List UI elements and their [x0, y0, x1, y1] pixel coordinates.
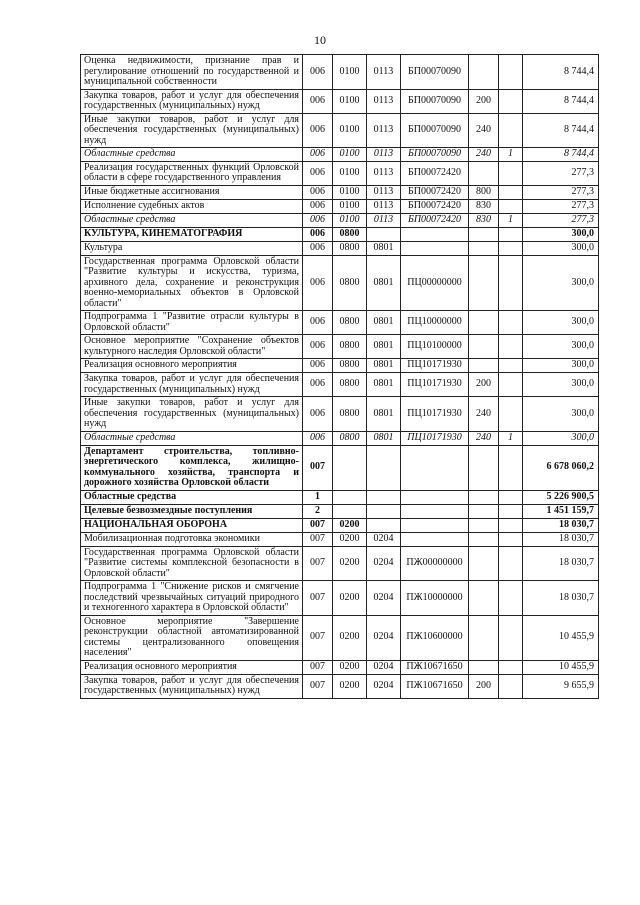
row-target-article: ПЦ10171930 [401, 373, 469, 397]
row-ved-code: 006 [303, 161, 333, 185]
row-name: Департамент строительства, топливно-энергетического комплекса, жилищно-коммунального хозяйства, транспорта и дорожного хозяйства Орловской области [81, 445, 303, 490]
row-ved-code: 006 [303, 213, 333, 227]
row-amount: 300,0 [523, 311, 599, 335]
row-funding-source [499, 255, 523, 311]
row-section-code: 0800 [333, 241, 367, 255]
row-name: Целевые безвозмездные поступления [81, 504, 303, 518]
row-expense-type: 200 [469, 373, 499, 397]
row-target-article [401, 504, 469, 518]
row-funding-source [499, 311, 523, 335]
row-amount: 18 030,7 [523, 546, 599, 581]
row-target-article: ПЦ10171930 [401, 359, 469, 373]
row-ved-code: 007 [303, 518, 333, 532]
row-name: Подпрограмма 1 "Развитие отрасли культуры в Орловской области" [81, 311, 303, 335]
row-funding-source [499, 113, 523, 148]
row-subsection-code: 0113 [367, 185, 401, 199]
row-ved-code: 006 [303, 199, 333, 213]
row-expense-type [469, 445, 499, 490]
row-expense-type [469, 55, 499, 90]
row-section-code: 0800 [333, 397, 367, 432]
row-target-article: ПЖ10000000 [401, 581, 469, 616]
row-subsection-code [367, 445, 401, 490]
row-subsection-code: 0113 [367, 89, 401, 113]
row-expense-type [469, 581, 499, 616]
row-funding-source: 1 [499, 431, 523, 445]
table-row [81, 581, 599, 616]
row-target-article: БП00072420 [401, 213, 469, 227]
row-expense-type: 240 [469, 148, 499, 162]
table-row [81, 445, 599, 490]
row-target-article [401, 445, 469, 490]
table-row [81, 55, 599, 90]
row-amount: 1 451 159,7 [523, 504, 599, 518]
row-name: Закупка товаров, работ и услуг для обеспечения государственных (муниципальных) нужд [81, 89, 303, 113]
row-target-article: ПЦ10171930 [401, 397, 469, 432]
page-number: 10 [314, 33, 326, 47]
row-ved-code: 007 [303, 581, 333, 616]
row-section-code: 0100 [333, 148, 367, 162]
row-subsection-code: 0801 [367, 335, 401, 359]
row-subsection-code [367, 490, 401, 504]
row-name: Иные закупки товаров, работ и услуг для обеспечения государственных (муниципальных) нужд [81, 397, 303, 432]
row-amount: 277,3 [523, 199, 599, 213]
row-funding-source [499, 199, 523, 213]
row-funding-source: 1 [499, 148, 523, 162]
table-row [81, 335, 599, 359]
row-funding-source [499, 518, 523, 532]
row-funding-source [499, 359, 523, 373]
row-name: Реализация основного мероприятия [81, 660, 303, 674]
row-expense-type [469, 161, 499, 185]
table-row [81, 89, 599, 113]
row-section-code: 0100 [333, 55, 367, 90]
row-amount: 300,0 [523, 373, 599, 397]
table-row [81, 546, 599, 581]
row-target-article [401, 532, 469, 546]
row-expense-type [469, 546, 499, 581]
table-row [81, 113, 599, 148]
row-amount: 18 030,7 [523, 581, 599, 616]
row-subsection-code: 0113 [367, 161, 401, 185]
row-ved-code: 006 [303, 431, 333, 445]
row-ved-code: 006 [303, 359, 333, 373]
row-amount: 8 744,4 [523, 55, 599, 90]
row-ved-code: 007 [303, 660, 333, 674]
row-target-article: ПЦ10000000 [401, 311, 469, 335]
row-funding-source [499, 227, 523, 241]
row-expense-type [469, 241, 499, 255]
row-funding-source [499, 335, 523, 359]
table-row [81, 660, 599, 674]
row-amount: 6 678 060,2 [523, 445, 599, 490]
row-section-code: 0200 [333, 518, 367, 532]
row-target-article: ПЦ10171930 [401, 431, 469, 445]
row-ved-code: 006 [303, 397, 333, 432]
table-row [81, 199, 599, 213]
row-ved-code: 007 [303, 615, 333, 660]
row-ved-code: 2 [303, 504, 333, 518]
row-subsection-code: 0113 [367, 113, 401, 148]
row-name: Основное мероприятие "Сохранение объектов культурного наследия Орловской области" [81, 335, 303, 359]
row-section-code [333, 490, 367, 504]
row-name: Основное мероприятие "Завершение реконструкции областной автоматизированной системы централизованного оповещения населения" [81, 615, 303, 660]
row-subsection-code: 0204 [367, 674, 401, 698]
row-expense-type [469, 660, 499, 674]
row-amount: 300,0 [523, 335, 599, 359]
row-section-code: 0100 [333, 89, 367, 113]
row-ved-code: 006 [303, 241, 333, 255]
table-row [81, 504, 599, 518]
table-row [81, 674, 599, 698]
row-subsection-code [367, 227, 401, 241]
row-expense-type: 200 [469, 89, 499, 113]
row-section-code: 0200 [333, 532, 367, 546]
row-target-article: БП00070090 [401, 89, 469, 113]
row-name: НАЦИОНАЛЬНАЯ ОБОРОНА [81, 518, 303, 532]
row-amount: 300,0 [523, 227, 599, 241]
row-subsection-code: 0801 [367, 311, 401, 335]
row-subsection-code [367, 504, 401, 518]
row-amount: 10 455,9 [523, 615, 599, 660]
row-section-code: 0100 [333, 213, 367, 227]
row-amount: 5 226 900,5 [523, 490, 599, 504]
row-ved-code: 006 [303, 148, 333, 162]
row-ved-code: 006 [303, 89, 333, 113]
row-subsection-code: 0204 [367, 615, 401, 660]
row-section-code: 0100 [333, 185, 367, 199]
row-name: Реализация основного мероприятия [81, 359, 303, 373]
row-expense-type: 800 [469, 185, 499, 199]
table-row [81, 185, 599, 199]
row-ved-code: 006 [303, 113, 333, 148]
row-amount: 300,0 [523, 397, 599, 432]
row-name: Областные средства [81, 148, 303, 162]
row-funding-source [499, 660, 523, 674]
table-row [81, 213, 599, 227]
table-row [81, 532, 599, 546]
row-name: Иные закупки товаров, работ и услуг для обеспечения государственных (муниципальных) нужд [81, 113, 303, 148]
table-row [81, 148, 599, 162]
row-section-code: 0200 [333, 546, 367, 581]
row-expense-type [469, 311, 499, 335]
row-name: Культура [81, 241, 303, 255]
row-funding-source [499, 397, 523, 432]
table-row [81, 397, 599, 432]
row-subsection-code: 0113 [367, 213, 401, 227]
row-target-article: ПЖ00000000 [401, 546, 469, 581]
row-subsection-code: 0801 [367, 431, 401, 445]
row-target-article: БП00070090 [401, 148, 469, 162]
row-amount: 300,0 [523, 241, 599, 255]
row-expense-type [469, 227, 499, 241]
row-funding-source [499, 615, 523, 660]
table-row [81, 431, 599, 445]
row-amount: 18 030,7 [523, 532, 599, 546]
row-target-article: БП00072420 [401, 185, 469, 199]
row-subsection-code: 0113 [367, 148, 401, 162]
row-target-article: БП00072420 [401, 199, 469, 213]
row-section-code: 0200 [333, 615, 367, 660]
row-funding-source [499, 445, 523, 490]
row-name: Государственная программа Орловской области "Развитие системы комплексной безопасности в Орловской области" [81, 546, 303, 581]
row-section-code: 0200 [333, 660, 367, 674]
row-target-article [401, 227, 469, 241]
row-funding-source: 1 [499, 213, 523, 227]
row-name: Иные бюджетные ассигнования [81, 185, 303, 199]
table-row [81, 518, 599, 532]
row-funding-source [499, 185, 523, 199]
row-subsection-code [367, 518, 401, 532]
row-subsection-code: 0113 [367, 199, 401, 213]
row-subsection-code: 0204 [367, 581, 401, 616]
row-expense-type [469, 615, 499, 660]
row-section-code: 0800 [333, 227, 367, 241]
row-target-article: ПЖ10671650 [401, 660, 469, 674]
row-expense-type [469, 490, 499, 504]
row-expense-type [469, 359, 499, 373]
row-ved-code: 007 [303, 532, 333, 546]
row-section-code: 0800 [333, 431, 367, 445]
row-section-code: 0800 [333, 335, 367, 359]
row-funding-source [499, 161, 523, 185]
row-name: Исполнение судебных актов [81, 199, 303, 213]
row-funding-source [499, 504, 523, 518]
row-amount: 9 655,9 [523, 674, 599, 698]
row-target-article [401, 518, 469, 532]
row-name: Подпрограмма 1 "Снижение рисков и смягчение последствий чрезвычайных ситуаций природного и техногенного характера в Орловской области" [81, 581, 303, 616]
row-section-code: 0200 [333, 581, 367, 616]
row-section-code: 0800 [333, 373, 367, 397]
row-name: Реализация государственных функций Орловской области в сфере государственного управления [81, 161, 303, 185]
row-expense-type [469, 532, 499, 546]
row-section-code: 0100 [333, 113, 367, 148]
table-row [81, 161, 599, 185]
row-section-code: 0100 [333, 199, 367, 213]
row-name: Мобилизационная подготовка экономики [81, 532, 303, 546]
row-target-article: ПЖ10600000 [401, 615, 469, 660]
row-amount: 300,0 [523, 255, 599, 311]
row-amount: 277,3 [523, 161, 599, 185]
row-ved-code: 007 [303, 546, 333, 581]
row-expense-type [469, 255, 499, 311]
row-expense-type [469, 518, 499, 532]
row-ved-code: 006 [303, 55, 333, 90]
row-subsection-code: 0204 [367, 532, 401, 546]
table-row [81, 490, 599, 504]
row-expense-type: 240 [469, 397, 499, 432]
row-funding-source [499, 532, 523, 546]
row-target-article [401, 490, 469, 504]
row-amount: 8 744,4 [523, 148, 599, 162]
row-name: Оценка недвижимости, признание прав и регулирование отношений по государственной и муниципальной собственности [81, 55, 303, 90]
row-ved-code: 006 [303, 373, 333, 397]
row-subsection-code: 0801 [367, 359, 401, 373]
row-funding-source [499, 89, 523, 113]
row-name: Областные средства [81, 431, 303, 445]
table-row [81, 359, 599, 373]
row-ved-code: 006 [303, 227, 333, 241]
row-subsection-code: 0801 [367, 397, 401, 432]
row-ved-code: 006 [303, 255, 333, 311]
row-expense-type: 240 [469, 113, 499, 148]
row-expense-type: 240 [469, 431, 499, 445]
table-row [81, 241, 599, 255]
table-row [81, 373, 599, 397]
row-amount: 277,3 [523, 213, 599, 227]
row-subsection-code: 0113 [367, 55, 401, 90]
row-ved-code: 007 [303, 445, 333, 490]
row-name: Областные средства [81, 213, 303, 227]
table-row [81, 227, 599, 241]
budget-table [80, 54, 599, 699]
row-expense-type [469, 504, 499, 518]
row-amount: 300,0 [523, 431, 599, 445]
row-name: Закупка товаров, работ и услуг для обеспечения государственных (муниципальных) нужд [81, 373, 303, 397]
row-expense-type [469, 335, 499, 359]
row-target-article: ПЦ00000000 [401, 255, 469, 311]
row-ved-code: 006 [303, 311, 333, 335]
row-section-code: 0800 [333, 311, 367, 335]
row-funding-source [499, 546, 523, 581]
row-subsection-code: 0801 [367, 373, 401, 397]
row-section-code [333, 445, 367, 490]
row-amount: 10 455,9 [523, 660, 599, 674]
row-subsection-code: 0801 [367, 255, 401, 311]
table-row [81, 255, 599, 311]
row-ved-code: 1 [303, 490, 333, 504]
row-funding-source [499, 674, 523, 698]
row-name: КУЛЬТУРА, КИНЕМАТОГРАФИЯ [81, 227, 303, 241]
row-section-code: 0200 [333, 674, 367, 698]
row-target-article: ПЖ10671650 [401, 674, 469, 698]
table-row [81, 615, 599, 660]
row-name: Закупка товаров, работ и услуг для обеспечения государственных (муниципальных) нужд [81, 674, 303, 698]
row-funding-source [499, 241, 523, 255]
row-amount: 8 744,4 [523, 113, 599, 148]
row-section-code: 0100 [333, 161, 367, 185]
row-expense-type: 200 [469, 674, 499, 698]
row-name: Государственная программа Орловской области "Развитие культуры и искусства, туризма, архивного дела, сохранение и реконструкция военно-мемориальных объектов в Орловской области" [81, 255, 303, 311]
row-expense-type: 830 [469, 213, 499, 227]
row-name: Областные средства [81, 490, 303, 504]
row-subsection-code: 0204 [367, 546, 401, 581]
row-target-article: БП00072420 [401, 161, 469, 185]
row-section-code: 0800 [333, 359, 367, 373]
row-ved-code: 006 [303, 185, 333, 199]
row-amount: 8 744,4 [523, 89, 599, 113]
row-amount: 300,0 [523, 359, 599, 373]
row-amount: 277,3 [523, 185, 599, 199]
row-section-code: 0800 [333, 255, 367, 311]
row-ved-code: 007 [303, 674, 333, 698]
row-section-code [333, 504, 367, 518]
row-funding-source [499, 581, 523, 616]
row-amount: 18 030,7 [523, 518, 599, 532]
row-funding-source [499, 490, 523, 504]
table-row [81, 311, 599, 335]
row-target-article: ПЦ10100000 [401, 335, 469, 359]
row-subsection-code: 0801 [367, 241, 401, 255]
row-target-article: БП00070090 [401, 113, 469, 148]
row-ved-code: 006 [303, 335, 333, 359]
row-target-article [401, 241, 469, 255]
row-funding-source [499, 55, 523, 90]
row-funding-source [499, 373, 523, 397]
row-target-article: БП00070090 [401, 55, 469, 90]
row-expense-type: 830 [469, 199, 499, 213]
row-subsection-code: 0204 [367, 660, 401, 674]
